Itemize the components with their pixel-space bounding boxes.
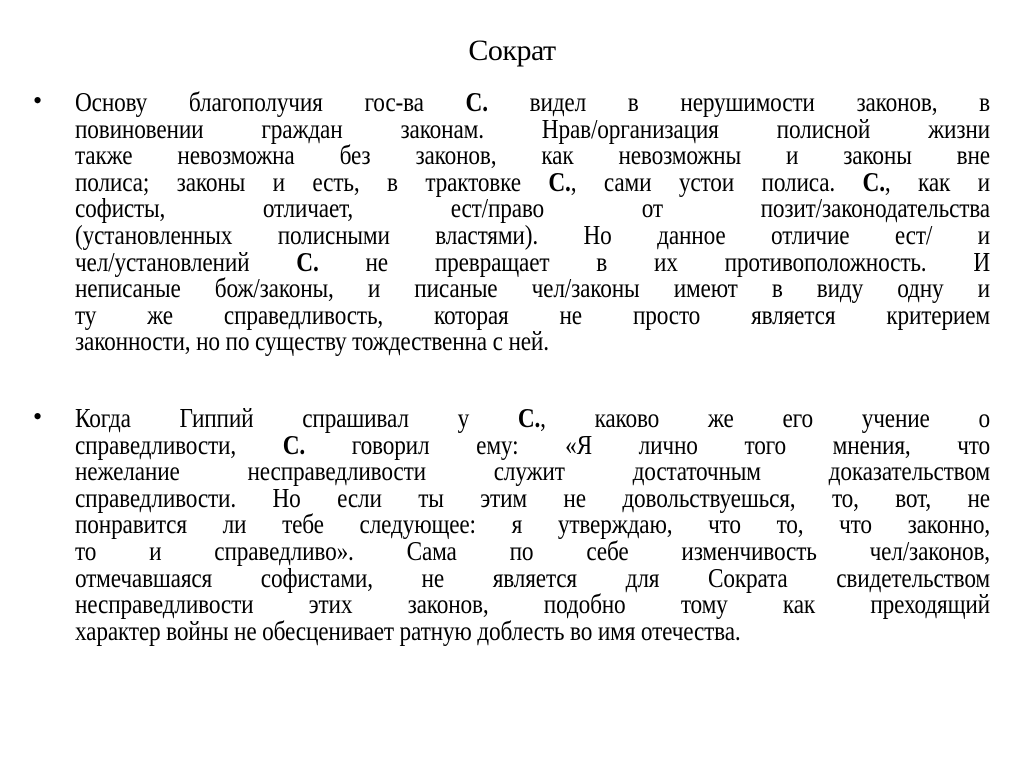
bullet-dot-icon: • xyxy=(33,86,43,115)
text-line: несправедливости этих законов, подобно тому как преходящий xyxy=(75,588,990,620)
text-line: характер войны не обесценивает ратную доблесть во имя отечества. xyxy=(75,614,741,646)
bold-abbreviation: С. xyxy=(548,165,571,197)
text-line: справедливости, С. говорил ему: «Я лично того мнения, что xyxy=(75,428,990,460)
bold-abbreviation: С. xyxy=(296,245,319,277)
bold-abbreviation: С. xyxy=(862,165,885,197)
text-line: справедливости. Но если ты этим не довольствуешься, то, вот, не xyxy=(75,481,990,513)
text-line: ту же справедливость, которая не просто является критерием xyxy=(75,298,990,330)
bold-abbreviation: С. xyxy=(465,86,488,117)
text-line: полиса; законы и есть, в трактовке С., сами устои полиса. С., как и xyxy=(75,165,990,197)
text-line: то и справедливо». Сама по себе изменчивость чел/законов, xyxy=(75,535,990,566)
bold-abbreviation: С. xyxy=(282,428,306,460)
text-line: законности, но по существу тождественна с ней. xyxy=(75,325,549,357)
bullet-dot-icon: • xyxy=(33,402,43,431)
text-line: понравится ли тебе следующее: я утверждаю, что то, что законно, xyxy=(75,508,990,540)
text-line: чел/установлений С. не превращает в их противоположность. И xyxy=(75,245,990,277)
text-line: отмечавшаяся софистами, не является для Сократа свидетельством xyxy=(75,561,990,593)
text-line: неписаные бож/законы, и писаные чел/законы имеют в виду одну и xyxy=(75,272,990,304)
slide-title: Сократ xyxy=(468,34,556,67)
text-line: также невозможна без законов, как невозможны и законы вне xyxy=(75,139,990,171)
text-line: (установленных полисными властями). Но данное отличие ест/ и xyxy=(75,219,990,250)
text-line: Когда Гиппий спрашивал у С., каково же его учение о xyxy=(75,402,990,433)
text-line: нежелание несправедливости служит достаточным доказательством xyxy=(75,455,990,487)
bold-abbreviation: С. xyxy=(517,402,541,433)
text-line: софисты, отличает, ест/право от позит/законодательства xyxy=(75,192,990,224)
text-line: Основу благополучия гос-ва С. видел в нерушимости законов, в xyxy=(75,86,990,117)
text-line: повиновении граждан законам. Нрав/организация полисной жизни xyxy=(75,112,990,144)
